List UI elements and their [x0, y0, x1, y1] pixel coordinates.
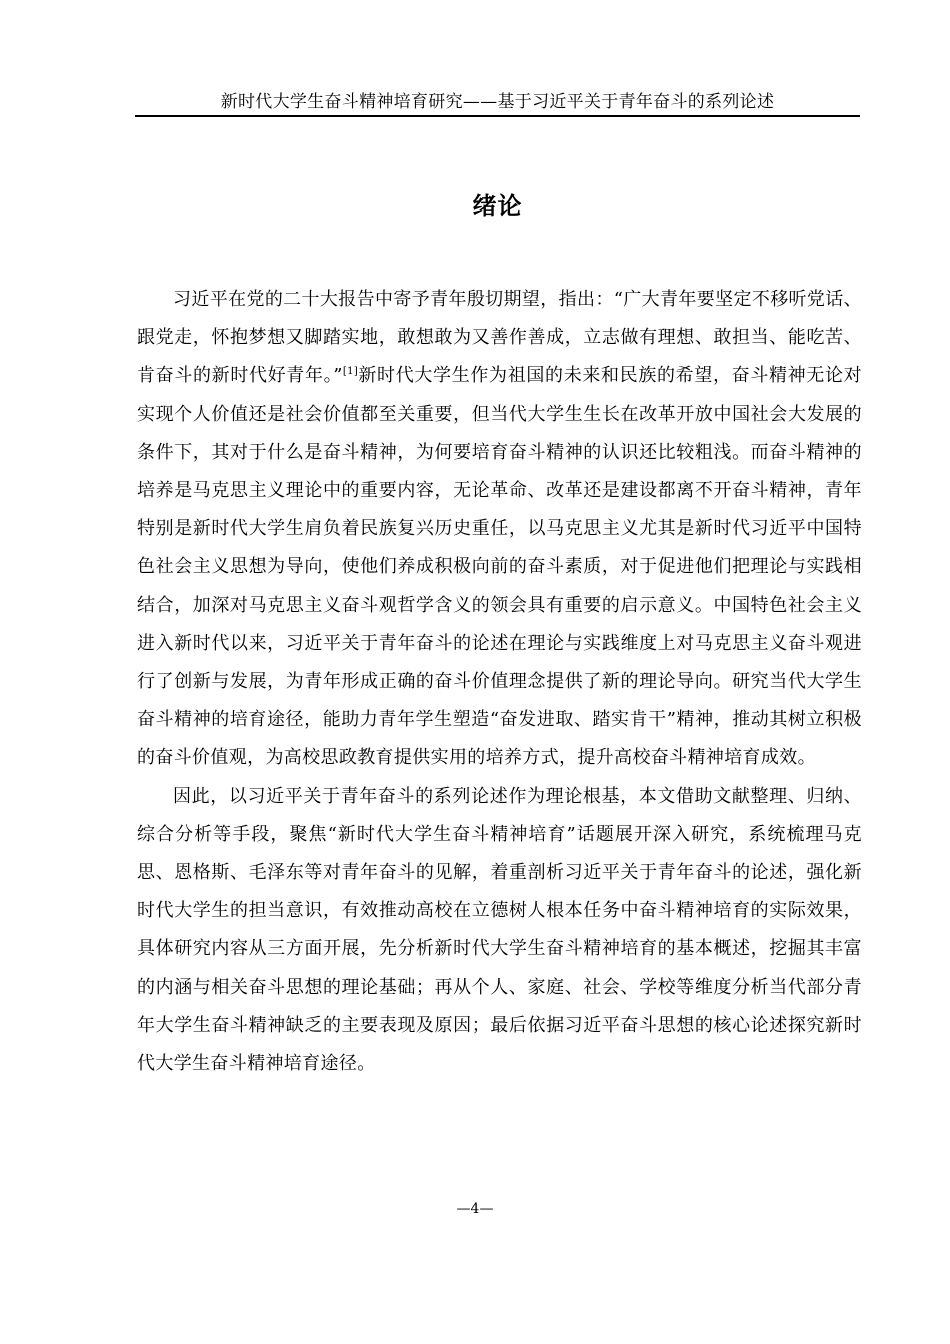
body-text — [137, 281, 862, 1083]
paragraph-1-text-before-citation: 习近平在党的二十大报告中寄予青年殷切期望，指出：“广大青年要坚定不移听党话、跟党走，怀抱梦想又脚踏实地，敢想敢为又善作善成，立志做有理想、敢担当、能吃苦、肯奋斗的新时代好青年。” — [137, 289, 862, 387]
paragraph-2 — [137, 778, 862, 1084]
paragraph-2-text: 因此，以习近平关于青年奋斗的系列论述作为理论根基，本文借助文献整理、归纳、综合分析等手段，聚焦“新时代大学生奋斗精神培育”话题展开深入研究，系统梳理马克思、恩格斯、毛泽东等对青年奋斗的见解，着重剖析习近平关于青年奋斗的论述，强化新时代大学生的担当意识，有效推动高校在立德树人根本任务中奋斗精神培育的实际效果，具体研究内容从三方面开展，先分析新时代大学生奋斗精神培育的基本概述，挖掘其丰富的内涵与相关奋斗思想的理论基础；再从个人、家庭、社会、学校等维度分析当代部分青年大学生奋斗精神缺乏的主要表现及原因；最后依据习近平奋斗思想的核心论述探究新时代大学生奋斗精神培育途径。 — [137, 785, 862, 1075]
running-header: 新时代大学生奋斗精神培育研究——基于习近平关于青年奋斗的系列论述 — [220, 92, 775, 112]
chapter-title: 绪论 — [472, 192, 523, 221]
paragraph-1-text-after-citation: 新时代大学生作为祖国的未来和民族的希望，奋斗精神无论对实现个人价值还是社会价值都至关重要，但当代大学生生长在改革开放中国社会大发展的条件下，其对于什么是奋斗精神，为何要培育奋斗精神的认识还比较粗浅。而奋斗精神的培养是马克思主义理论中的重要内容，无论革命、改革还是建设都离不开奋斗精神，青年特别是新时代大学生肩负着民族复兴历史重任，以马克思主义尤其是新时代习近平中国特色社会主义思想为导向，使他们养成积极向前的奋斗素质，对于促进他们把理论与实践相结合，加深对马克思主义奋斗观哲学含义的领会具有重要的启示意义。中国特色社会主义进入新时代以来，习近平关于青年奋斗的论述在理论与实践维度上对马克思主义奋斗观进行了创新与发展，为青年形成正确的奋斗价值理念提供了新的理论导向。研究当代大学生奋斗精神的培育途径，能助力青年学生塑造“奋发进取、踏实肯干”精神，推动其树立积极的奋斗价值观，为高校思政教育提供实用的培养方式，提升高校奋斗精神培育成效。 — [137, 365, 862, 769]
header-rule — [135, 115, 860, 117]
paragraph-1 — [137, 281, 862, 778]
page-number: —4— — [456, 1201, 494, 1217]
citation-reference: [1] — [342, 366, 359, 378]
